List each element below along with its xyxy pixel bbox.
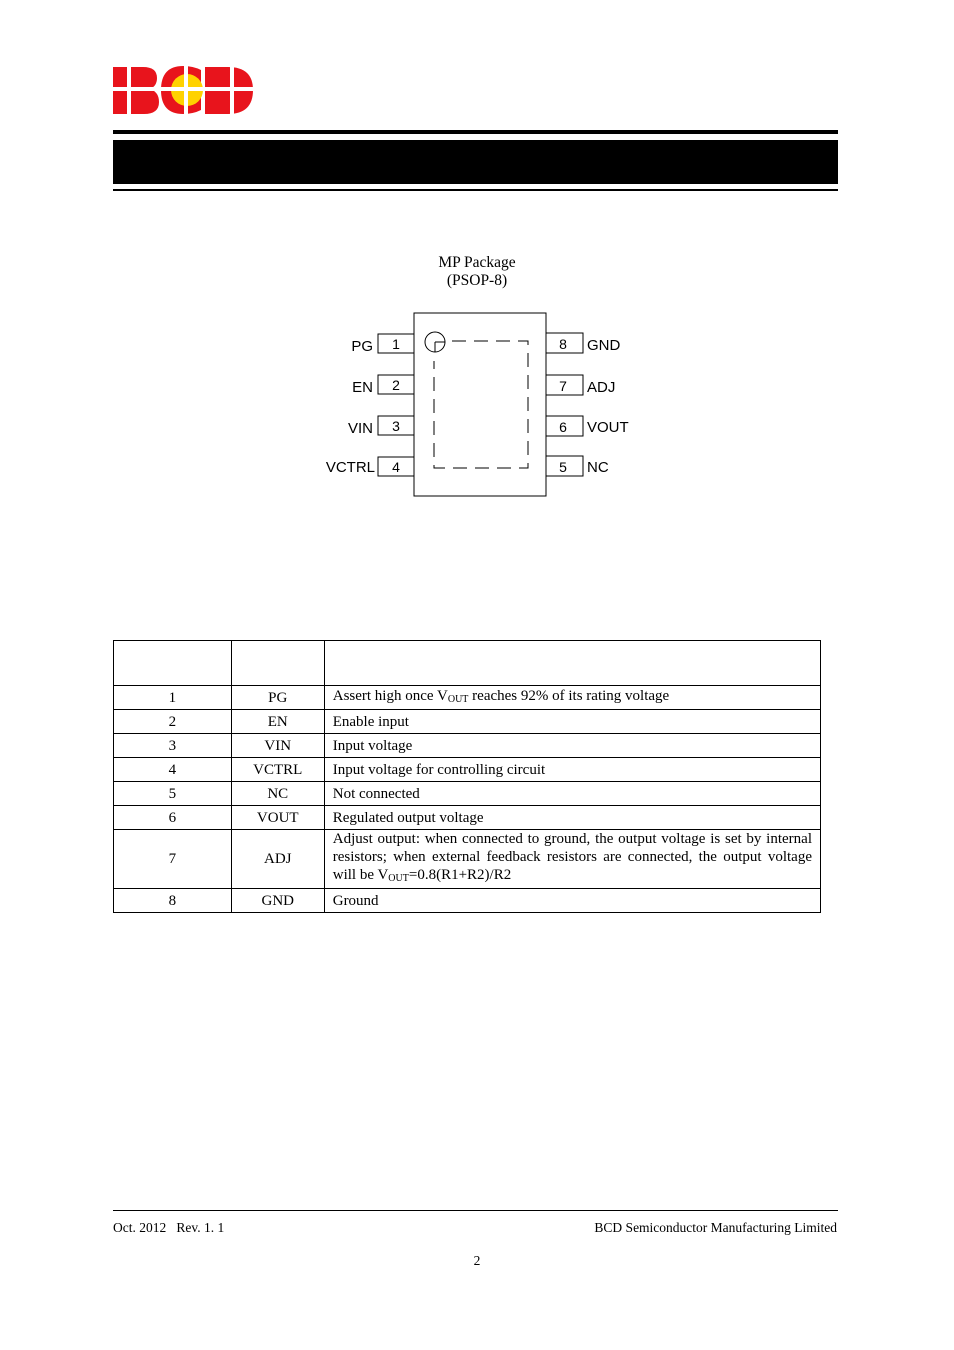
pin-function-cell: Not connected [324, 782, 820, 806]
revision-date: Oct. 2012 Rev. 1. 1 [113, 1220, 225, 1235]
table-row [114, 806, 821, 830]
footer-rule [113, 1210, 838, 1211]
package-type: (PSOP-8) [446, 272, 508, 289]
pin-name-cell: VCTRL [231, 758, 324, 782]
bcd-logo [113, 64, 255, 116]
pin-function-cell: Ground [324, 889, 820, 913]
pin-number-cell: 8 [114, 889, 232, 913]
pin-number: 7 [559, 378, 567, 394]
package-name: MP Package [438, 254, 516, 271]
pin-name-cell: NC [231, 782, 324, 806]
pin-number-cell: 5 [114, 782, 232, 806]
pin-label: VOUT [587, 419, 629, 436]
pin-diagram [300, 305, 660, 505]
pin-label: GND [587, 337, 621, 354]
pin-label: ADJ [587, 379, 616, 396]
pin-name-cell: EN [231, 710, 324, 734]
header-cell [324, 641, 820, 686]
header-bar [113, 140, 838, 184]
table-row [114, 686, 821, 710]
company-name: BCD Semiconductor Manufacturing Limited [594, 1220, 837, 1235]
table-row [114, 782, 821, 806]
pin-function-cell: Enable input [324, 710, 820, 734]
right-pin-7 [546, 375, 615, 396]
right-pin-8 [546, 333, 621, 354]
pin-number-cell: 4 [114, 758, 232, 782]
pin-function-cell: Regulated output voltage [324, 806, 820, 830]
left-pin-2 [352, 375, 414, 396]
pin-label: EN [352, 379, 373, 396]
pin-number: 2 [392, 377, 400, 393]
left-pin-3 [348, 416, 414, 437]
pin-name-cell: VOUT [231, 806, 324, 830]
pin-number-cell: 2 [114, 710, 232, 734]
pin-number: 1 [392, 336, 400, 352]
pin-name-cell: GND [231, 889, 324, 913]
pin-number-cell: 6 [114, 806, 232, 830]
pin-number: 6 [559, 419, 567, 435]
pin-number: 4 [392, 459, 400, 475]
table-header-row [114, 641, 821, 686]
pin-number: 8 [559, 336, 567, 352]
table-row [114, 710, 821, 734]
pin-number-cell: 7 [114, 830, 232, 889]
pin-number: 3 [392, 418, 400, 434]
pin-label: VIN [347, 420, 373, 437]
right-pin-6 [546, 416, 629, 436]
pin-label: NC [587, 459, 609, 476]
table-row [114, 758, 821, 782]
pin-number-cell: 3 [114, 734, 232, 758]
right-pin-5 [546, 456, 609, 476]
pin-function-cell: Adjust output: when connected to ground, the output voltage is set by internal resistors; when external feedback resistors are connected, the output voltage will be $V_{OUT}=0.8(R1+R2)/R2$ [324, 830, 820, 889]
pin-name-cell: VIN [231, 734, 324, 758]
left-pin-4 [326, 457, 414, 476]
table-row [114, 830, 821, 889]
header-rule-bottom [113, 189, 838, 191]
pin-function-cell: Assert high once $V_{OUT}$ reaches 92% of its rating voltage [324, 686, 820, 710]
pin-description-table [113, 640, 821, 913]
pin-label: VCTRL [325, 459, 375, 476]
header-rule-top [113, 130, 838, 134]
header-cell [231, 641, 324, 686]
pin-name-cell: ADJ [231, 830, 324, 889]
table-row [114, 734, 821, 758]
pin-label: PG [351, 338, 373, 355]
pin-number: 5 [559, 459, 567, 475]
left-pin-1 [351, 334, 414, 355]
page-number: 2 [473, 1253, 481, 1268]
header-cell [114, 641, 232, 686]
pin-function-cell: Input voltage [324, 734, 820, 758]
table-row [114, 889, 821, 913]
package-caption [377, 254, 577, 290]
pin-number-cell: 1 [114, 686, 232, 710]
pin-name-cell: PG [231, 686, 324, 710]
pin-function-cell: Input voltage for controlling circuit [324, 758, 820, 782]
